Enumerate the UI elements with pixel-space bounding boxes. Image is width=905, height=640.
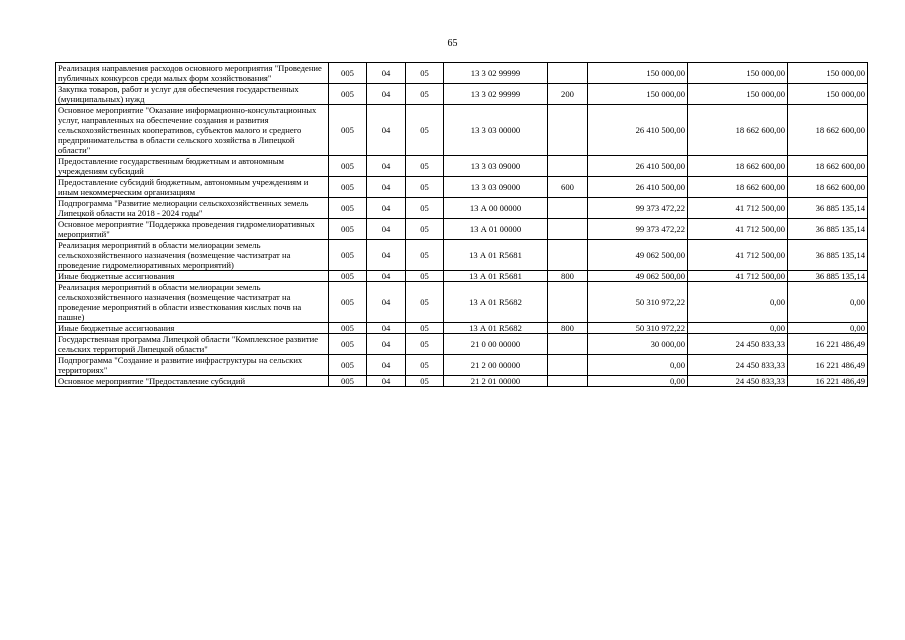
- row-subsection: 05: [406, 198, 444, 219]
- row-subsection: 05: [406, 240, 444, 271]
- table-row: [56, 84, 868, 105]
- row-sum-year3: 36 885 135,14: [788, 271, 868, 282]
- row-name: Государственная программа Липецкой области "Комплексное развитие сельских территорий Липецкой области": [56, 334, 329, 355]
- row-subsection: 05: [406, 219, 444, 240]
- row-sum-year3: 18 662 600,00: [788, 105, 868, 156]
- row-sum-year3: 0,00: [788, 323, 868, 334]
- row-name: Реализация мероприятий в области мелиорации земель сельскохозяйственного назначения (возмещение частизатрат на проведение гидромелиоративных мероприятий): [56, 240, 329, 271]
- row-sum-year3: 36 885 135,14: [788, 198, 868, 219]
- row-sum-year3: 150 000,00: [788, 84, 868, 105]
- row-sum-year2: 41 712 500,00: [688, 219, 788, 240]
- row-section: 04: [367, 63, 406, 84]
- row-subsection: 05: [406, 376, 444, 387]
- row-grbs: 005: [329, 198, 367, 219]
- row-sum-year2: 0,00: [688, 282, 788, 323]
- row-target-article: 21 2 01 00000: [444, 376, 548, 387]
- budget-table: [55, 62, 868, 387]
- table-row: [56, 334, 868, 355]
- page-number: 65: [447, 38, 458, 49]
- row-grbs: 005: [329, 271, 367, 282]
- row-name: Основное мероприятие "Предоставление субсидий: [56, 376, 329, 387]
- row-section: 04: [367, 271, 406, 282]
- row-expense-type: [548, 240, 588, 271]
- row-target-article: 13 3 03 00000: [444, 105, 548, 156]
- row-sum-year2: 0,00: [688, 323, 788, 334]
- row-grbs: 005: [329, 355, 367, 376]
- row-sum-year1: 99 373 472,22: [588, 219, 688, 240]
- row-subsection: 05: [406, 282, 444, 323]
- row-expense-type: [548, 355, 588, 376]
- row-sum-year3: 18 662 600,00: [788, 156, 868, 177]
- row-sum-year1: 26 410 500,00: [588, 156, 688, 177]
- row-subsection: 05: [406, 355, 444, 376]
- row-target-article: 13 А 01 00000: [444, 219, 548, 240]
- row-expense-type: [548, 198, 588, 219]
- row-sum-year1: 0,00: [588, 376, 688, 387]
- row-target-article: 21 0 00 00000: [444, 334, 548, 355]
- row-section: 04: [367, 105, 406, 156]
- table-row: [56, 177, 868, 198]
- row-expense-type: [548, 282, 588, 323]
- row-section: 04: [367, 156, 406, 177]
- table-row: [56, 355, 868, 376]
- row-target-article: 13 А 01 R5681: [444, 271, 548, 282]
- row-section: 04: [367, 355, 406, 376]
- table-row: [56, 219, 868, 240]
- row-subsection: 05: [406, 156, 444, 177]
- row-target-article: 13 А 01 R5682: [444, 323, 548, 334]
- row-expense-type: 800: [548, 271, 588, 282]
- row-sum-year3: 150 000,00: [788, 63, 868, 84]
- row-sum-year1: 26 410 500,00: [588, 105, 688, 156]
- row-subsection: 05: [406, 105, 444, 156]
- row-sum-year3: 16 221 486,49: [788, 355, 868, 376]
- row-grbs: 005: [329, 156, 367, 177]
- row-subsection: 05: [406, 63, 444, 84]
- table-row: [56, 282, 868, 323]
- row-section: 04: [367, 376, 406, 387]
- row-name: Предоставление субсидий бюджетным, автономным учреждениям и иным некоммерческим организациям: [56, 177, 329, 198]
- row-name: Закупка товаров, работ и услуг для обеспечения государственных (муниципальных) нужд: [56, 84, 329, 105]
- row-section: 04: [367, 240, 406, 271]
- row-name: Реализация направления расходов основного мероприятия "Проведение публичных конкурсов среди малых форм хозяйствования": [56, 63, 329, 84]
- row-expense-type: [548, 63, 588, 84]
- row-target-article: 21 2 00 00000: [444, 355, 548, 376]
- row-name: Реализация мероприятий в области мелиорации земель сельскохозяйственного назначения (возмещение частизатрат на проведение мероприятий в области известкования кислых почв на пашне): [56, 282, 329, 323]
- row-sum-year2: 24 450 833,33: [688, 355, 788, 376]
- table-row: [56, 271, 868, 282]
- table-row: [56, 376, 868, 387]
- row-section: 04: [367, 198, 406, 219]
- row-grbs: 005: [329, 376, 367, 387]
- row-sum-year2: 18 662 600,00: [688, 177, 788, 198]
- row-grbs: 005: [329, 177, 367, 198]
- row-sum-year2: 41 712 500,00: [688, 240, 788, 271]
- row-grbs: 005: [329, 219, 367, 240]
- row-grbs: 005: [329, 334, 367, 355]
- table-row: [56, 240, 868, 271]
- row-expense-type: [548, 156, 588, 177]
- row-target-article: 13 А 01 R5681: [444, 240, 548, 271]
- row-grbs: 005: [329, 323, 367, 334]
- row-sum-year3: 18 662 600,00: [788, 177, 868, 198]
- row-sum-year1: 49 062 500,00: [588, 240, 688, 271]
- row-sum-year1: 50 310 972,22: [588, 282, 688, 323]
- row-target-article: 13 3 03 09000: [444, 156, 548, 177]
- row-sum-year3: 36 885 135,14: [788, 219, 868, 240]
- row-sum-year1: 150 000,00: [588, 63, 688, 84]
- row-expense-type: [548, 376, 588, 387]
- row-name: Подпрограмма "Развитие мелиорации сельскохозяйственных земель Липецкой области на 2018 - 2024 годы": [56, 198, 329, 219]
- row-name: Предоставление государственным бюджетным и автономным учреждениям субсидий: [56, 156, 329, 177]
- table-row: [56, 198, 868, 219]
- row-name: Иные бюджетные ассигнования: [56, 323, 329, 334]
- row-name: Иные бюджетные ассигнования: [56, 271, 329, 282]
- row-section: 04: [367, 177, 406, 198]
- row-sum-year2: 41 712 500,00: [688, 198, 788, 219]
- row-sum-year3: 16 221 486,49: [788, 334, 868, 355]
- row-subsection: 05: [406, 323, 444, 334]
- row-grbs: 005: [329, 282, 367, 323]
- table-row: [56, 105, 868, 156]
- row-sum-year1: 99 373 472,22: [588, 198, 688, 219]
- row-expense-type: 800: [548, 323, 588, 334]
- row-section: 04: [367, 84, 406, 105]
- row-expense-type: 600: [548, 177, 588, 198]
- table-row: [56, 323, 868, 334]
- table-row: [56, 156, 868, 177]
- row-section: 04: [367, 219, 406, 240]
- row-expense-type: [548, 334, 588, 355]
- row-sum-year2: 41 712 500,00: [688, 271, 788, 282]
- row-subsection: 05: [406, 334, 444, 355]
- row-subsection: 05: [406, 177, 444, 198]
- row-grbs: 005: [329, 105, 367, 156]
- row-sum-year1: 49 062 500,00: [588, 271, 688, 282]
- row-target-article: 13 3 02 99999: [444, 84, 548, 105]
- row-expense-type: [548, 105, 588, 156]
- row-name: Основное мероприятие "Оказание информационно-консультационных услуг, направленных на обеспечение создания и развития сельскохозяйственных кооперативов, субъектов малого и среднего предпринимательства в области сельского хозяйства в Липецкой области": [56, 105, 329, 156]
- row-target-article: 13 А 00 00000: [444, 198, 548, 219]
- row-sum-year1: 0,00: [588, 355, 688, 376]
- table-row: [56, 63, 868, 84]
- row-target-article: 13 А 01 R5682: [444, 282, 548, 323]
- row-sum-year3: 16 221 486,49: [788, 376, 868, 387]
- row-grbs: 005: [329, 63, 367, 84]
- row-grbs: 005: [329, 84, 367, 105]
- row-sum-year2: 150 000,00: [688, 63, 788, 84]
- row-section: 04: [367, 334, 406, 355]
- row-subsection: 05: [406, 271, 444, 282]
- row-subsection: 05: [406, 84, 444, 105]
- row-target-article: 13 3 02 99999: [444, 63, 548, 84]
- row-target-article: 13 3 03 09000: [444, 177, 548, 198]
- row-section: 04: [367, 323, 406, 334]
- row-grbs: 005: [329, 240, 367, 271]
- row-sum-year3: 36 885 135,14: [788, 240, 868, 271]
- row-sum-year2: 18 662 600,00: [688, 156, 788, 177]
- row-expense-type: [548, 219, 588, 240]
- row-name: Основное мероприятие "Поддержка проведения гидромелиоративных мероприятий": [56, 219, 329, 240]
- row-sum-year2: 150 000,00: [688, 84, 788, 105]
- row-sum-year1: 30 000,00: [588, 334, 688, 355]
- row-name: Подпрограмма "Создание и развитие инфраструктуры на сельских территориях": [56, 355, 329, 376]
- row-sum-year3: 0,00: [788, 282, 868, 323]
- row-expense-type: 200: [548, 84, 588, 105]
- row-sum-year2: 18 662 600,00: [688, 105, 788, 156]
- row-section: 04: [367, 282, 406, 323]
- row-sum-year1: 150 000,00: [588, 84, 688, 105]
- row-sum-year1: 50 310 972,22: [588, 323, 688, 334]
- row-sum-year2: 24 450 833,33: [688, 376, 788, 387]
- row-sum-year2: 24 450 833,33: [688, 334, 788, 355]
- row-sum-year1: 26 410 500,00: [588, 177, 688, 198]
